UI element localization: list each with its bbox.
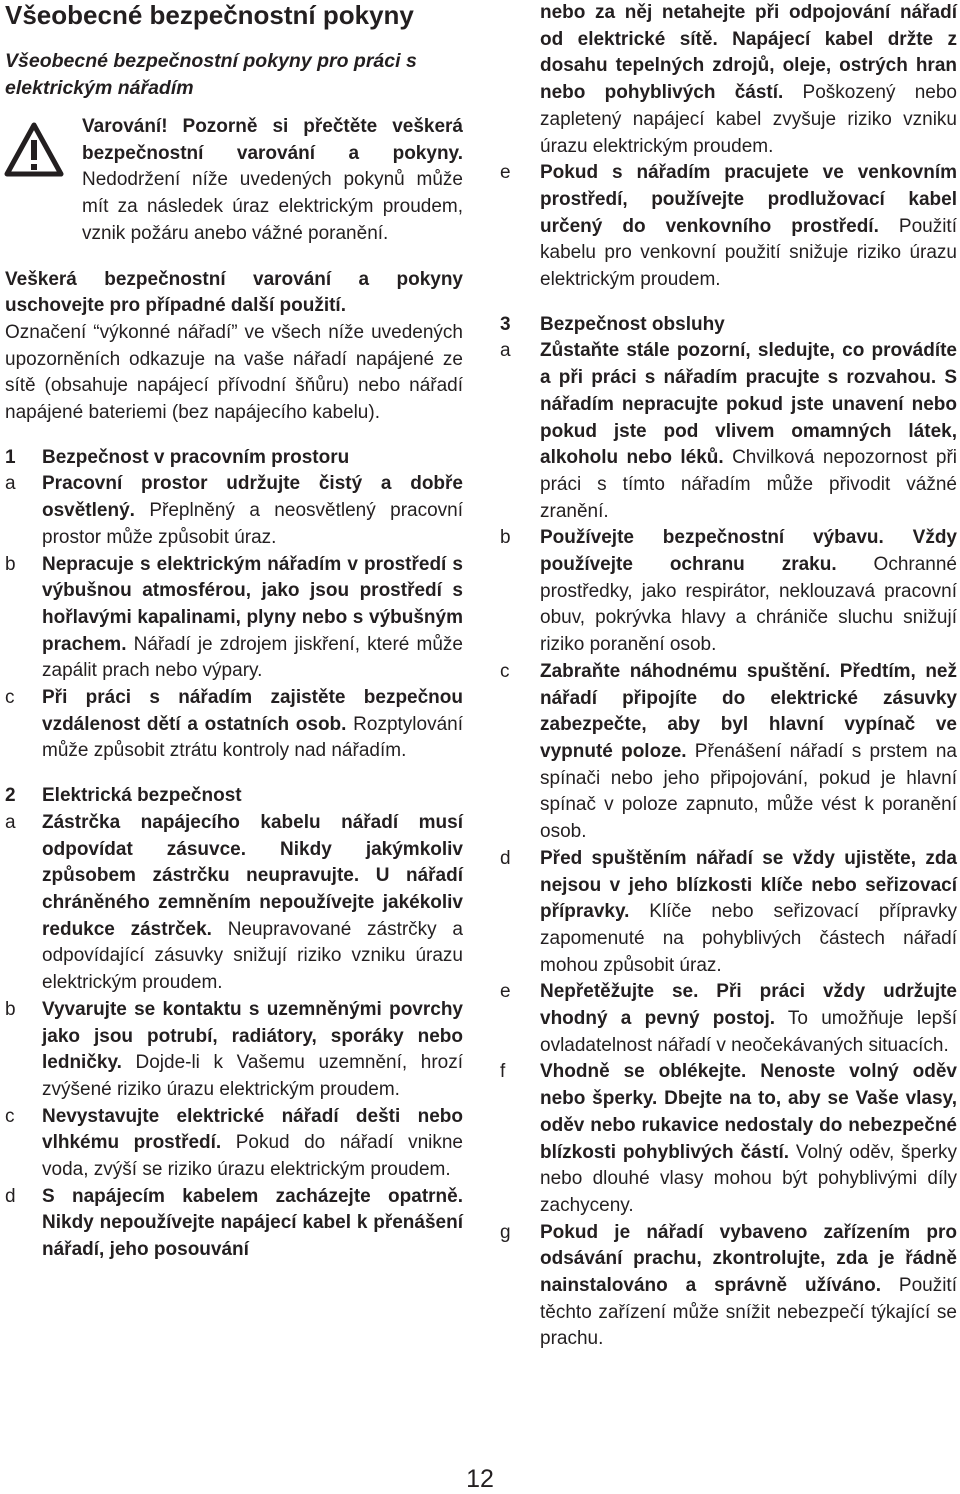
definition-text: Označení “výkonné nářadí” ve všech níže uvedených upozorněních odkazuje na vaše nářadí napájené ze sítě (obsahuje napájecí přívodní šňůru) nebo nářadí napájené bateriemi (bez napájecího kabelu). xyxy=(5,321,463,424)
item-bold: Vyvarujte se kontaktu s uzemněnými povrchy jako jsou potrubí, radiátory, sporáky nebo ledničky. xyxy=(42,998,463,1074)
section-2 xyxy=(5,783,463,1264)
item-label: a xyxy=(500,340,511,362)
item-text: Použití kabelu pro venkovní použití snižuje riziko úrazu elektrickým proudem. xyxy=(540,215,957,291)
section-title: Bezpečnost v pracovním prostoru xyxy=(42,446,350,468)
item-label: d xyxy=(5,1185,16,1207)
list-item xyxy=(5,1104,463,1184)
item-label: a xyxy=(5,473,16,495)
item-label: c xyxy=(5,687,15,709)
item-label: c xyxy=(5,1105,15,1127)
item-text: Chvilková nepozornost při práci s tímto nářadím může přivodit vážné zranění. xyxy=(540,447,957,522)
warning-triangle-icon xyxy=(4,122,64,178)
list-item xyxy=(500,338,957,525)
item-label: a xyxy=(5,811,16,833)
item-text: Přeplněný a neosvětlený pracovní prostor může způsobit úraz. xyxy=(42,500,463,548)
item-text: Volný oděv, šperky nebo dlouhé vlasy mohou být pohyblivými díly zachyceny. xyxy=(540,1141,957,1216)
list-item xyxy=(5,1184,463,1264)
page-subtitle: Všeobecné bezpečnostní pokyny pro práci s elektrickým nářadím xyxy=(5,50,417,99)
keep-note: Veškerá bezpečnostní varování a pokyny uschovejte pro případné další použití. xyxy=(5,268,463,317)
item-bold: Nepracuje s elektrickým nářadím v prostředí s výbušnou atmosférou, jako jsou prostředí s hořlavými kapalinami, plyny nebo s výbušným prachem. xyxy=(42,553,463,655)
warning-text: Nedodržení níže uvedených pokynů může mít za následek úraz elektrickým proudem, vznik požáru anebo vážné poranění. xyxy=(82,169,463,244)
warning-bold: Varování! Pozorně si přečtěte veškerá bezpečnostní varování a pokyny. xyxy=(82,116,463,164)
item-bold: Pokud s nářadím pracujete ve venkovním prostředí, používejte prodlužovací kabel určený do venkovního prostředí. xyxy=(540,162,957,237)
section-heading xyxy=(5,445,463,472)
item-label: e xyxy=(500,981,511,1003)
list-item xyxy=(5,810,463,997)
page-title: Všeobecné bezpečnostní pokyny xyxy=(5,0,414,30)
item-bold: S napájecím kabelem zacházejte opatrně. Nikdy nepoužívejte napájecí kabel k přenášení nářadí, jeho posouvání xyxy=(42,1185,463,1261)
item-label: b xyxy=(500,527,511,549)
list-item xyxy=(5,685,463,765)
list-item xyxy=(500,1059,957,1219)
item-bold: Při práci s nářadím zajistěte bezpečnou vzdálenost dětí a ostatních osob. xyxy=(42,687,463,735)
item-text: Nářadí je zdrojem jiskření, které může zapálit prach nebo výpary. xyxy=(42,633,463,682)
list-item xyxy=(5,552,463,686)
section-1 xyxy=(5,445,463,765)
item-bold: Zůstaňte stále pozorní, sledujte, co provádíte a při práci s nářadím pracujte s rozvahou. S nářadím nepracujte pokud jste unavení nebo pokud jste pod vlivem omamných látek, alkoholu nebo léků. xyxy=(540,340,957,469)
item-text: Použití těchto zařízení může snížit nebezpečí týkající se prachu. xyxy=(540,1275,957,1350)
continuation-text xyxy=(500,0,957,160)
section-number: 3 xyxy=(500,313,511,335)
item-text: Dojde-li k Vašemu uzemnění, hrozí zvýšené riziko úrazu elektrickým proudem. xyxy=(42,1052,463,1100)
item-bold: Pokud je nářadí vybaveno zařízením pro odsávání prachu, zkontrolujte, zda je řádně nainstalováno a správně užíváno. xyxy=(540,1221,957,1297)
item-bold: Vhodně se oblékejte. Nenoste volný oděv nebo šperky. Dbejte na to, aby se Vaše vlasy, oděv nebo rukavice nedostaly do nebezpečné blízkosti pohyblivých částí. xyxy=(540,1061,957,1163)
section-3 xyxy=(500,312,957,1353)
list-item xyxy=(5,471,463,551)
right-column xyxy=(500,0,957,1353)
item-bold: Nepřetěžujte se. Při práci vždy udržujte vhodný a pevný postoj. xyxy=(540,981,957,1030)
section-heading xyxy=(5,783,463,810)
item-text: Ochranné prostředky, jako respirátor, neklouzavá pracovní obuv, pokrývka hlavy a chrániče sluchu snižují riziko poranění osob. xyxy=(540,554,957,656)
item-bold: Zástrčka napájecího kabelu nářadí musí odpovídat zásuvce. Nikdy jakýmkoliv způsobem zástrčku neupravujte. U nářadí chráněného zemněním nepoužívejte jakékoliv redukce zástrček. xyxy=(42,811,463,940)
item-label: d xyxy=(500,847,511,869)
item-label: b xyxy=(5,553,16,575)
item-bold: Před spuštěním nářadí se vždy ujistěte, zda nejsou v jeho blízkosti klíče nebo seřizovací přípravky. xyxy=(540,847,957,923)
item-text: Neupravované zástrčky a odpovídající zásuvky snižují riziko vzniku úrazu elektrickým proudem. xyxy=(42,918,463,994)
item-label: c xyxy=(500,660,510,682)
item-text: Klíče nebo seřizovací přípravky zapomenuté na pohyblivých částech nářadí mohou způsobit úraz. xyxy=(540,901,957,976)
left-column xyxy=(5,0,463,1264)
list-item xyxy=(500,160,957,294)
item-text: Rozptylování může způsobit ztrátu kontroly nad nářadím. xyxy=(42,713,463,762)
item-bold: Zabraňte náhodnému spuštění. Předtím, než nářadí připojíte do elektrické zásuvky zabezpečte, aby byl hlavní vypínač ve vypnuté poloze. xyxy=(540,660,957,762)
item-bold: Pracovní prostor udržujte čistý a dobře osvětlený. xyxy=(42,473,463,522)
item-label: b xyxy=(5,998,16,1020)
list-item xyxy=(500,846,957,980)
item-text: Přenášení nářadí s prstem na spínači nebo jeho připojování, pokud je hlavní spínač v poloze zapnuto, může vést k poranění osob. xyxy=(540,740,957,843)
item-bold: Nevystavujte elektrické nářadí dešti nebo vlhkému prostředí. xyxy=(42,1105,463,1154)
list-item xyxy=(500,525,957,659)
section-number: 1 xyxy=(5,446,16,468)
item-label: e xyxy=(500,162,511,184)
item-label: g xyxy=(500,1221,511,1243)
list-item xyxy=(500,659,957,846)
list-item xyxy=(500,1220,957,1354)
section-title: Bezpečnost obsluhy xyxy=(540,313,725,335)
item-text: Pokud do nářadí vnikne voda, zvýší se riziko úrazu elektrickým proudem. xyxy=(42,1132,463,1181)
page-number: 12 xyxy=(466,1465,494,1493)
section-number: 2 xyxy=(5,785,16,807)
list-item xyxy=(5,997,463,1104)
section-heading xyxy=(500,312,957,339)
section-title: Elektrická bezpečnost xyxy=(42,785,242,807)
item-bold: Používejte bezpečnostní výbavu. Vždy používejte ochranu zraku. xyxy=(540,527,957,576)
list-item xyxy=(500,979,957,1059)
continuation-plain: Poškozený nebo zapletený napájecí kabel zvyšuje riziko vzniku úrazu elektrickým proudem. xyxy=(540,82,957,157)
item-label: f xyxy=(500,1061,506,1083)
warning-block xyxy=(5,114,463,248)
item-text: To umožňuje lepší ovladatelnost nářadí v neočekávaných situacích. xyxy=(540,1008,957,1056)
continuation-bold: nebo za něj netahejte při odpojování nářadí od elektrické sítě. Napájecí kabel držte z dosahu tepelných zdrojů, oleje, ostrých hran nebo pohyblivých částí. xyxy=(540,2,957,104)
